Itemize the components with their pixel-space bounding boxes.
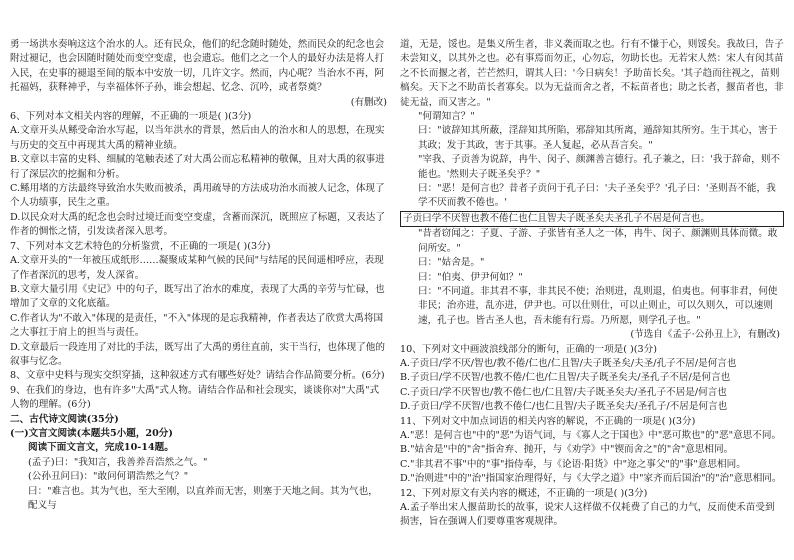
ancient-paragraph: 道，无是，馁也。是集义所生者，非义袭而取之也。行有不慊于心，则馁矣。我故曰，告子未尝知义，以其外之也。必有事焉而勿正，心勿忘，勿助长也。无若宋人然：宋人有闵其苗之不长而揠之者，芒芒然归，谓其人曰：'今日病矣！予助苗长矣。'其子趋而往视之，苗则槁矣。天下之不助苗长者寡矣。以为无益而舍之者，不耘苗者也；助之长者，揠苗者也，非徒无益，而又害之。" — [400, 39, 784, 108]
option-6c: C.鲧用堵的方法最终导致治水失败而被杀，禹用疏导的方法成功治水而被人记念，体现了个人功绩事，民生之重。 — [10, 183, 385, 209]
option-7d: D.文章最后一段连用了对比的手法，既写出了大禹的勇往直前，实干当行，也体现了他的叙事与忆念。 — [10, 341, 385, 367]
passage-paragraph: 勇一场洪水奏响这这个治水的人。还有民众，他们的纪念随时随处，然而民众的纪念也会附过褪记，也会因随时随处而变空变虚，也会遗忘。他们之之一个人的最好办法是将人打入民，在史事的褪退至间的版本中安放一切，几许文字。然而，内心呢？当治水不再，阿托福妈，获释神乎，与幸福体怀子孙，谁会想起、忆念、沉吟，或者祭奠？ — [10, 39, 385, 94]
section-title: 二、古代诗文阅读(35分) — [10, 413, 119, 425]
source-note: (有删改) — [350, 96, 387, 108]
question-7: 7、下列对本文艺术特色的分析鉴赏，不正确的一项是( )(3分) — [10, 240, 271, 252]
ancient-paragraph: "宰我、子贡善为说辞，冉牛、闵子、颜渊善言德行。孔子兼之，曰：'我于辞命，则不能也。'然则夫子既圣矣乎？" — [418, 154, 781, 180]
option-7b: B.文章大量引用《史记》中的句子，既写出了治水的难度，表现了大禹的辛劳与忙碌，也增加了文章的文化底蕴。 — [10, 283, 385, 310]
option-6b: B.文章以丰富的史料、细腻的笔触表述了对大禹公而忘私精神的敬佩，且对大禹的叙事进行了深层次的挖掘和分析。 — [10, 154, 385, 180]
ancient-paragraph: "昔者窃闻之：子夏、子游、子张皆有圣人之一体，冉牛、闵子、颜渊则具体而微。敢问所安。" — [418, 228, 778, 254]
question-8: 8、文章中史料与现实交织穿插，这种叙述方式有哪些好处？请结合作品简要分析。(6分) — [10, 370, 385, 382]
ancient-paragraph: 曰："姑舍是。" — [418, 257, 485, 269]
ancient-line: (孟子)曰："我知言，我善养吾浩然之气。" — [28, 456, 208, 468]
option-7a: A.文章开头的"一年被压成纸形……凝聚成某种气候的民间"与结尾的民间遥相呼应，表现了作者深沉的思考，发人深省。 — [10, 255, 384, 281]
question-12: 12、下列对原文有关内容的概述，不正确的一项是( )(3分) — [400, 487, 648, 499]
option-10c: C.子贡曰/学不厌智也/教不倦仁也/仁且智/夫子既圣矣夫/圣孔子不居是/何言也 — [400, 386, 727, 398]
option-10b: B.子贡曰/学不厌智/也教不倦/仁也/仁且智/夫子既圣矣夫/圣孔子不居/是何言也 — [400, 372, 731, 384]
question-11: 11、下列对文中加点词语的相关内容的解说，不正确的一项是( )(3分) — [400, 415, 696, 427]
ancient-paragraph: 曰："不同道。非其君不事，非其民不使；治则进，乱则退，伯夷也。何事非君，何使非民；治亦进，乱亦进，伊尹也。可以仕则仕，可以止则止，可以久则久，可以速则速，孔子也。皆古圣人也，吾未能有行焉。乃所愿，则学孔子也。" — [418, 285, 778, 326]
option-11c: C."非其君不事"中的"事"指侍奉，与《论语·阳货》中"迩之事父"的"事"意思相同。 — [400, 458, 746, 470]
left-column — [10, 38, 387, 513]
option-6a: A.文章开头从鲧受命治水写起，以当年洪水的背景，然后由人的治水和人的思想，在现实与历史的交互中再现其大禹的精神业绩。 — [10, 125, 385, 151]
option-11d: D."治则进"中的"治"指国家治理得好，与《大学之道》中"家齐而后国治"的"治"意思相同。 — [400, 473, 782, 485]
ancient-line: 曰："难言也。其为气也，至大至刚，以直养而无害，则塞于天地之间。其为气也，配义与 — [28, 485, 378, 511]
option-10d: D.子贡曰/学不厌智/也教不倦仁/也仁且智/夫子既圣矣夫/圣孔子/不居是何言也 — [400, 401, 728, 413]
source-note: (节选自《孟子·公孙丑上》，有删改) — [630, 329, 780, 341]
question-10: 10、下列对文中画波浪线部分的断句，正确的一项是( )(3分) — [400, 343, 657, 355]
subsection-title: (一)文言文阅读(本题共5小题，20分) — [10, 427, 173, 439]
option-12a: A.孟子举出宋人揠苗助长的故事，说宋人这样做不仅耗费了自己的力气，反而使禾苗受到损害，旨在强调人们要尊重客观规律。 — [400, 502, 775, 528]
option-6d: D.以民众对大禹的纪念也会时过境迁而变空变虚，含蓄而深沉，既照应了标题，又表达了作者的惆怅之情，引发读者深入思考。 — [10, 211, 385, 238]
ancient-paragraph: 曰："伯夷、伊尹何如？" — [418, 271, 523, 283]
question-9: 9、在我们的身边，也有许多"大禹"式人物。请结合作品和社会现实，谈谈你对"大禹"式人物的理解。(6分) — [10, 384, 380, 411]
question-6: 6、下列对本文相关内容的理解，不正确的一项是( )(3分) — [10, 111, 252, 123]
option-10a: A.子贡曰/学不厌/智也/教不倦/仁也/仁且智/夫子既圣矣/夫圣/孔子不居/是何言也 — [400, 357, 737, 369]
wavy-underline-sentence: 子贡曰学不厌智也教不倦仁也仁且智夫子既圣矣夫圣孔子不居是何言也。 — [400, 211, 784, 227]
option-11a: A."恶！是何言也"中的"恶"为语气词，与《寡人之于国也》中"恶可欺也"的"恶"意思不同。 — [400, 429, 782, 441]
option-11b: B."姑舍是"中的"舍"指舍弃、抛开，与《劝学》中"锲而舍之"的"舍"意思相同。 — [400, 444, 734, 456]
ancient-paragraph: 曰："恶！是何言也？昔者子贡问于孔子曰：'夫子圣矣乎？'孔子曰：'圣则吾不能，我学不厌而教不倦也。' — [418, 183, 776, 209]
ancient-paragraph: "何谓知言？" — [418, 111, 475, 123]
right-column — [400, 38, 784, 530]
reading-instruction: 阅读下面文言文，完成10-14题。 — [28, 442, 174, 454]
ancient-paragraph: 曰："诐辞知其所蔽，淫辞知其所陷，邪辞知其所离，遁辞知其所穷。生于其心，害于其政；发于其政，害于其事。圣人复起，必从吾言矣。" — [418, 125, 778, 151]
ancient-line: (公孙丑问曰)："敢问何谓浩然之气？" — [28, 471, 189, 483]
option-7c: C.作者认为"不敢入"体现的是责任，"不入"体现的是忘我精神，作者表达了欣赏大禹将国之大事扛于肩上的担当与责任。 — [10, 312, 384, 339]
